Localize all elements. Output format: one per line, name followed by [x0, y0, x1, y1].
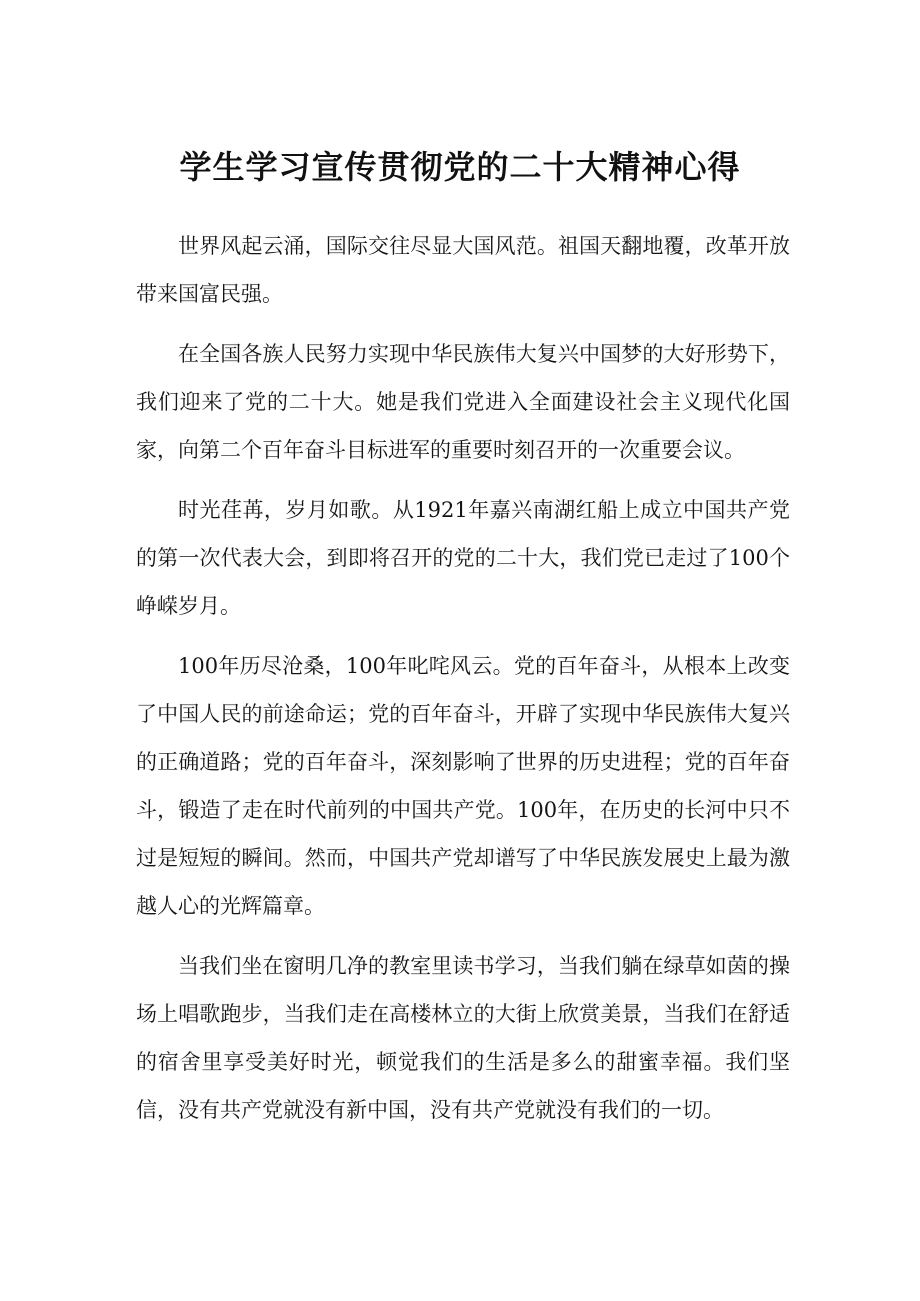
paragraph-4: 100年历尽沧桑，100年叱咤风云。党的百年奋斗，从根本上改变了中国人民的前途命运；党的百年奋斗，开辟了实现中华民族伟大复兴的正确道路；党的百年奋斗，深刻影响了世界的历史进程；党的百年奋斗，锻造了走在时代前列的中国共产党。100年，在历史的长河中只不过是短短的瞬间。然而，中国共产党却谱写了中华民族发展史上最为激越人心的光辉篇章。: [136, 654, 790, 918]
paragraph-3: 时光荏苒，岁月如歌。从1921年嘉兴南湖红船上成立中国共产党的第一次代表大会，到即将召开的党的二十大，我们党已走过了100个峥嵘岁月。: [136, 498, 790, 618]
document-body: [136, 222, 790, 1146]
paragraph-5: 当我们坐在窗明几净的教室里读书学习，当我们躺在绿草如茵的操场上唱歌跑步，当我们走在高楼林立的大街上欣赏美景，当我们在舒适的宿舍里享受美好时光，顿觉我们的生活是多么的甜蜜幸福。我们坚信，没有共产党就没有新中国，没有共产党就没有我们的一切。: [136, 954, 790, 1122]
document-title: 学生学习宣传贯彻党的二十大精神心得: [179, 148, 741, 186]
paragraph-1: 世界风起云涌，国际交往尽显大国风范。祖国天翻地覆，改革开放带来国富民强。: [136, 234, 790, 306]
paragraph-2: 在全国各族人民努力实现中华民族伟大复兴中国梦的大好形势下，我们迎来了党的二十大。她是我们党进入全面建设社会主义现代化国家，向第二个百年奋斗目标进军的重要时刻召开的一次重要会议。: [136, 342, 790, 462]
